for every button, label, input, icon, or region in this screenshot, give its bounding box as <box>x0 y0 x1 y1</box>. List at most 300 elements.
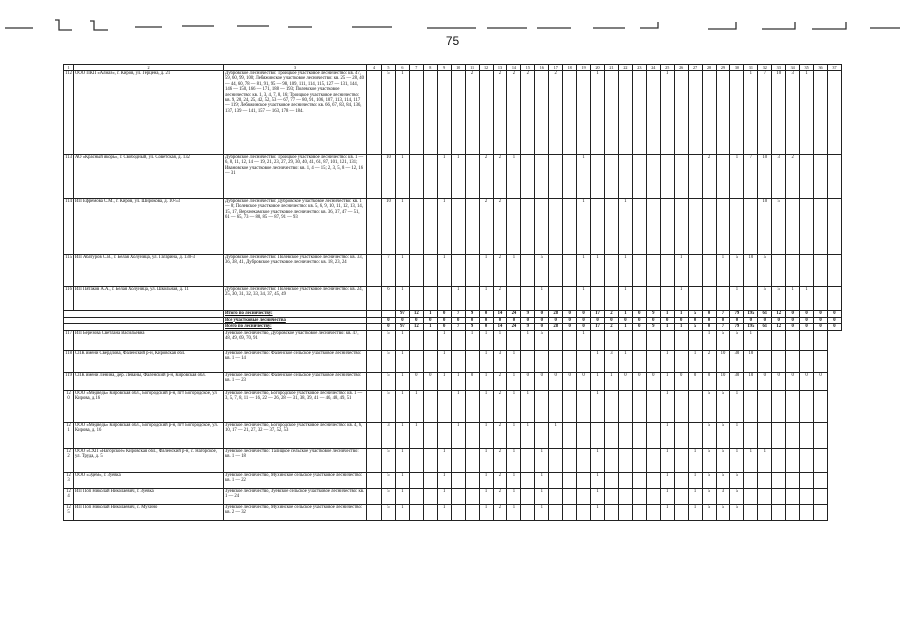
value-cell <box>688 155 702 199</box>
value-cell: 0 <box>591 317 605 324</box>
value-cell <box>409 448 423 472</box>
value-cell <box>828 255 842 287</box>
value-cell: 10 <box>716 372 730 390</box>
value-cell <box>702 287 716 311</box>
value-cell <box>563 422 577 448</box>
value-cell: 0 <box>730 317 744 324</box>
value-cell: 9 <box>465 311 479 318</box>
value-cell <box>409 504 423 520</box>
column-number-37: 37 <box>828 65 842 71</box>
value-cell <box>577 472 591 488</box>
value-cell: 0 <box>646 317 660 324</box>
value-cell <box>646 504 660 520</box>
value-cell <box>646 390 660 422</box>
value-cell: 6 <box>382 287 396 311</box>
tenant-name: ИП Березова Светлана Васильевна <box>74 330 224 350</box>
value-cell: 0 <box>577 324 591 331</box>
value-cell: 1 <box>507 372 521 390</box>
forest-location: Дубровское Лесничество: Троицкое участковое лесничество: кв. 47, 59, 60, 99, 100; Лебяжинское участковое лесничество: кв. 25 — 28, 40 — 44, 60, 78 — 81, 91, 95 — 98, 109, 111, 114, 115, 127 — 131, 144, 146 — 150, 166 — 171, 188 — 193; Полевское участковое лесничество: кв. 1, 3, 4, 7, 8, 16; Троицкое участковое лесничество: кв. 9, 20, 24, 25, 42, 52, 53 — 67, 77 — 80, 91, 106, 107, 113, 114, 117 — 119; Лебяжинское участковое лесничество: кв. 66, 67, 83, 84, 136, 137, 139 — 141, 157 — 163, 178 — 184. <box>224 71 367 155</box>
value-cell: 5 <box>702 448 716 472</box>
value-cell: 0 <box>549 317 563 324</box>
value-cell: 0 <box>577 317 591 324</box>
value-cell: 1 <box>535 287 549 311</box>
value-cell <box>535 350 549 372</box>
value-cell <box>479 71 493 155</box>
value-cell <box>646 199 660 255</box>
value-cell: 1 <box>591 448 605 472</box>
value-cell: 1 <box>479 372 493 390</box>
value-cell: 5 <box>702 422 716 448</box>
value-cell: 1 <box>660 504 674 520</box>
value-cell <box>632 390 646 422</box>
forest-location: Зуевское лесничество, Богородское участковое лесничество: кв. 1 — 3, 5, 7, 8, 11 — 16, 22 — 26, 28 — 31, 38, 39, 41 — 46, 48, 49, 51 <box>224 390 367 422</box>
column-number-7: 7 <box>409 65 423 71</box>
tenant-name: ИП Ефремова С.М., г. Киров, ул. Широкова, д. 10-53 <box>74 199 224 255</box>
value-cell: 0 <box>577 372 591 390</box>
value-cell: 3 <box>786 71 800 155</box>
value-cell: 5 <box>702 472 716 488</box>
value-cell <box>367 504 382 520</box>
value-cell <box>688 199 702 255</box>
value-cell <box>786 330 800 350</box>
value-cell <box>605 488 619 504</box>
value-cell: 1 <box>395 155 409 199</box>
value-cell <box>814 448 828 472</box>
value-cell <box>814 422 828 448</box>
value-cell <box>577 350 591 372</box>
table-row <box>64 472 842 488</box>
value-cell: 1 <box>479 350 493 372</box>
value-cell: 2 <box>521 71 535 155</box>
value-cell <box>646 155 660 199</box>
column-number-3: 3 <box>224 65 367 71</box>
value-cell: 1 <box>409 422 423 448</box>
value-cell: 5 <box>535 255 549 287</box>
value-cell: 1 <box>479 448 493 472</box>
value-cell <box>786 390 800 422</box>
tenant-name: ООО ПКП «Алмаз», г. Киров, ул. Герцена, д. 21 <box>74 71 224 155</box>
value-cell: 1 <box>423 324 437 331</box>
value-cell <box>367 472 382 488</box>
value-cell: 1 <box>395 255 409 287</box>
value-cell: 0 <box>632 311 646 318</box>
value-cell <box>618 472 632 488</box>
value-cell <box>591 330 605 350</box>
value-cell: 1 <box>618 255 632 287</box>
value-cell: 0 <box>437 317 451 324</box>
value-cell <box>465 390 479 422</box>
value-cell <box>828 155 842 199</box>
value-cell: 1 <box>451 422 465 448</box>
value-cell: 1 <box>437 350 451 372</box>
table-row <box>64 330 842 350</box>
value-cell: 1 <box>549 422 563 448</box>
value-cell: 1 <box>577 287 591 311</box>
value-cell: 14 <box>493 324 507 331</box>
column-number-6: 6 <box>395 65 409 71</box>
value-cell: 1 <box>479 504 493 520</box>
value-cell <box>786 199 800 255</box>
value-cell <box>423 488 437 504</box>
value-cell: 1 <box>702 330 716 350</box>
value-cell <box>577 422 591 448</box>
value-cell <box>674 472 688 488</box>
column-number-8: 8 <box>423 65 437 71</box>
value-cell: 1 <box>535 448 549 472</box>
value-cell <box>786 255 800 287</box>
value-cell <box>772 448 786 472</box>
value-cell <box>549 287 563 311</box>
row-number: 115 <box>64 255 74 287</box>
value-cell: 0 <box>828 324 842 331</box>
value-cell <box>437 422 451 448</box>
value-cell: 0 <box>423 317 437 324</box>
value-cell <box>772 422 786 448</box>
value-cell: 1 <box>437 372 451 390</box>
value-cell: 5 <box>688 311 702 318</box>
value-cell: 61 <box>758 311 772 318</box>
value-cell <box>786 350 800 372</box>
value-cell: 0 <box>479 317 493 324</box>
value-cell: 1 <box>577 199 591 255</box>
value-cell: 2 <box>493 155 507 199</box>
value-cell <box>465 504 479 520</box>
value-cell: 2 <box>493 448 507 472</box>
value-cell <box>660 330 674 350</box>
value-cell <box>409 199 423 255</box>
value-cell <box>423 155 437 199</box>
value-cell: 10 <box>716 350 730 372</box>
value-cell: 7 <box>744 155 758 199</box>
column-number-22: 22 <box>618 65 632 71</box>
row-number: 120 <box>64 390 74 422</box>
value-cell <box>646 287 660 311</box>
value-cell: 1 <box>674 324 688 331</box>
value-cell <box>409 255 423 287</box>
value-cell: 195 <box>744 311 758 318</box>
value-cell <box>465 155 479 199</box>
value-cell: 1 <box>730 448 744 472</box>
value-cell <box>758 422 772 448</box>
value-cell <box>563 472 577 488</box>
value-cell <box>716 71 730 155</box>
value-cell: 0 <box>535 372 549 390</box>
value-cell <box>744 422 758 448</box>
value-cell <box>674 71 688 155</box>
value-cell: 1 <box>479 488 493 504</box>
value-cell <box>605 504 619 520</box>
value-cell <box>688 287 702 311</box>
value-cell <box>814 155 828 199</box>
value-cell: 1 <box>507 488 521 504</box>
value-cell <box>800 255 814 287</box>
value-cell <box>744 488 758 504</box>
value-cell: 1 <box>591 255 605 287</box>
value-cell: 5 <box>730 488 744 504</box>
value-cell: 1 <box>507 448 521 472</box>
forest-location: Зуевское лесничество: Талицкое сельское участковое лесничество: кв. 1 — 18 <box>224 448 367 472</box>
value-cell: 0 <box>465 372 479 390</box>
value-cell: 9 <box>521 324 535 331</box>
value-cell <box>730 199 744 255</box>
column-number-27: 27 <box>688 65 702 71</box>
forest-location: Зуевское лесничество: Фаленское сельское участковое лесничество: кв. 1 — 23 <box>224 372 367 390</box>
value-cell <box>660 155 674 199</box>
value-cell <box>521 504 535 520</box>
value-cell <box>423 330 437 350</box>
value-cell <box>451 255 465 287</box>
table-row <box>64 504 842 520</box>
forest-register-table <box>63 64 842 521</box>
value-cell: 1 <box>660 311 674 318</box>
value-cell <box>605 155 619 199</box>
value-cell: 0 <box>563 311 577 318</box>
value-cell: 3 <box>605 350 619 372</box>
value-cell: 2 <box>549 71 563 155</box>
table-row <box>64 71 842 155</box>
value-cell <box>618 390 632 422</box>
forest-location: Зуевское лесничество, Мухинское сельское участковое лесничество: кв. 2 — 32 <box>224 504 367 520</box>
tenant-name: СПК имени Ленина, дер. Леваны, Фаленский р-н, Кировская обл. <box>74 372 224 390</box>
value-cell: 7 <box>716 311 730 318</box>
value-cell <box>535 155 549 199</box>
value-cell: 5 <box>730 472 744 488</box>
value-cell: 1 <box>605 372 619 390</box>
value-cell: 0 <box>814 311 828 318</box>
value-cell <box>702 199 716 255</box>
value-cell <box>451 472 465 488</box>
value-cell <box>563 71 577 155</box>
value-cell: 28 <box>549 311 563 318</box>
value-cell <box>800 488 814 504</box>
value-cell: 5 <box>716 448 730 472</box>
row-number: 113 <box>64 155 74 199</box>
value-cell: 2 <box>479 199 493 255</box>
column-number-30: 30 <box>730 65 744 71</box>
value-cell <box>563 350 577 372</box>
value-cell <box>646 71 660 155</box>
value-cell: 28 <box>549 324 563 331</box>
value-cell <box>828 287 842 311</box>
value-cell <box>674 330 688 350</box>
value-cell <box>451 350 465 372</box>
value-cell: 97 <box>395 324 409 331</box>
value-cell: 79 <box>730 311 744 318</box>
value-cell <box>618 448 632 472</box>
value-cell: 1 <box>577 255 591 287</box>
value-cell <box>632 330 646 350</box>
value-cell <box>744 472 758 488</box>
value-cell: 1 <box>423 311 437 318</box>
value-cell: 1 <box>465 330 479 350</box>
value-cell <box>549 255 563 287</box>
value-cell: 1 <box>591 71 605 155</box>
value-cell: 1 <box>479 287 493 311</box>
value-cell <box>618 71 632 155</box>
value-cell <box>507 330 521 350</box>
value-cell: 1 <box>786 287 800 311</box>
value-cell <box>688 71 702 155</box>
value-cell <box>563 504 577 520</box>
value-cell <box>772 472 786 488</box>
value-cell <box>451 488 465 504</box>
value-cell <box>367 350 382 372</box>
value-cell: 1 <box>591 390 605 422</box>
value-cell: 1 <box>660 472 674 488</box>
value-cell: 0 <box>507 317 521 324</box>
value-cell <box>814 287 828 311</box>
value-cell <box>828 71 842 155</box>
totals-label: Все участковые лесничества <box>224 317 367 324</box>
value-cell <box>632 199 646 255</box>
value-cell: 9 <box>465 324 479 331</box>
value-cell <box>367 155 382 199</box>
value-cell: 1 <box>507 255 521 287</box>
value-cell: 9 <box>646 311 660 318</box>
value-cell <box>632 504 646 520</box>
value-cell <box>521 155 535 199</box>
column-number-4: 4 <box>367 65 382 71</box>
value-cell <box>465 448 479 472</box>
value-cell <box>367 71 382 155</box>
value-cell: 0 <box>423 372 437 390</box>
value-cell <box>618 330 632 350</box>
value-cell <box>632 255 646 287</box>
value-cell: 5 <box>730 255 744 287</box>
value-cell: 1 <box>660 324 674 331</box>
value-cell: 1 <box>437 472 451 488</box>
value-cell <box>772 255 786 287</box>
value-cell: 0 <box>758 317 772 324</box>
column-number-13: 13 <box>493 65 507 71</box>
value-cell: 1 <box>660 422 674 448</box>
value-cell: 2 <box>493 422 507 448</box>
value-cell <box>674 504 688 520</box>
value-cell <box>451 330 465 350</box>
value-cell <box>646 448 660 472</box>
value-cell: 10 <box>744 372 758 390</box>
value-cell: 9 <box>646 324 660 331</box>
value-cell: 0 <box>800 324 814 331</box>
value-cell <box>758 390 772 422</box>
value-cell: 61 <box>758 324 772 331</box>
row-number: 118 <box>64 350 74 372</box>
value-cell: 5 <box>772 287 786 311</box>
value-cell: 1 <box>479 330 493 350</box>
value-cell <box>674 488 688 504</box>
value-cell <box>772 504 786 520</box>
value-cell <box>423 255 437 287</box>
value-cell <box>674 390 688 422</box>
value-cell <box>828 199 842 255</box>
value-cell: 2 <box>786 155 800 199</box>
row-number: 119 <box>64 372 74 390</box>
value-cell: 7 <box>716 324 730 331</box>
value-cell: 0 <box>786 317 800 324</box>
value-cell: 0 <box>674 372 688 390</box>
value-cell <box>814 488 828 504</box>
value-cell <box>563 199 577 255</box>
column-number-26: 26 <box>674 65 688 71</box>
value-cell: 1 <box>507 155 521 199</box>
value-cell: 5 <box>382 350 396 372</box>
value-cell: 1 <box>591 504 605 520</box>
value-cell <box>465 199 479 255</box>
value-cell <box>465 472 479 488</box>
value-cell <box>632 448 646 472</box>
row-number: 117 <box>64 330 74 350</box>
value-cell <box>800 504 814 520</box>
value-cell <box>577 504 591 520</box>
value-cell: 2 <box>493 372 507 390</box>
value-cell: 2 <box>605 324 619 331</box>
column-number-18: 18 <box>563 65 577 71</box>
value-cell <box>423 390 437 422</box>
value-cell <box>409 287 423 311</box>
column-number-28: 28 <box>702 65 716 71</box>
value-cell: 1 <box>758 448 772 472</box>
value-cell <box>563 330 577 350</box>
column-number-11: 11 <box>465 65 479 71</box>
value-cell: 1 <box>730 390 744 422</box>
value-cell: 1 <box>395 330 409 350</box>
value-cell: 1 <box>535 504 549 520</box>
value-cell: 1 <box>618 199 632 255</box>
value-cell: 10 <box>758 199 772 255</box>
forest-location: Дубровское Лесничество: Дубровское участковое лесничество: кв. 1 — 8; Полевское участковое лесничество: кв. 5, 6, 9, 10, 11, 12, 13, 14, 15, 17, Верхнекамское участковое лесничество: кв. 36, 37, 47 — 51, 61 — 65, 73 — 80, 85 — 87, 91 — 93 <box>224 199 367 255</box>
value-cell: 1 <box>618 324 632 331</box>
column-number-31: 31 <box>744 65 758 71</box>
value-cell: 30 <box>730 350 744 372</box>
value-cell <box>646 330 660 350</box>
value-cell <box>507 199 521 255</box>
value-cell <box>521 448 535 472</box>
value-cell: 1 <box>660 372 674 390</box>
value-cell: 0 <box>479 324 493 331</box>
value-cell: 0 <box>814 324 828 331</box>
page-number: 75 <box>445 34 460 48</box>
value-cell: 1 <box>507 390 521 422</box>
totals-label: Всего по лесничеству: <box>224 324 367 331</box>
value-cell <box>605 199 619 255</box>
value-cell <box>786 472 800 488</box>
value-cell <box>814 330 828 350</box>
row-number: 114 <box>64 199 74 255</box>
tenant-name: ООО «Медведь» Кировская обл., Богородский р-н, пгт Богородское, ул. Кирова, д. 16 <box>74 422 224 448</box>
value-cell <box>577 448 591 472</box>
value-cell <box>521 287 535 311</box>
value-cell: 2 <box>493 287 507 311</box>
column-number-36: 36 <box>814 65 828 71</box>
value-cell: 1 <box>591 372 605 390</box>
value-cell: 0 <box>814 372 828 390</box>
value-cell: 1 <box>395 488 409 504</box>
value-cell <box>563 255 577 287</box>
row-number: 123 <box>64 472 74 488</box>
value-cell: 1 <box>437 504 451 520</box>
value-cell <box>605 287 619 311</box>
value-cell: 0 <box>409 372 423 390</box>
value-cell: 1 <box>395 422 409 448</box>
column-number-14: 14 <box>507 65 521 71</box>
value-cell <box>772 488 786 504</box>
value-cell <box>800 448 814 472</box>
value-cell <box>772 390 786 422</box>
value-cell: 9 <box>521 311 535 318</box>
value-cell: 2 <box>493 199 507 255</box>
value-cell <box>758 488 772 504</box>
row-number: 112 <box>64 71 74 155</box>
